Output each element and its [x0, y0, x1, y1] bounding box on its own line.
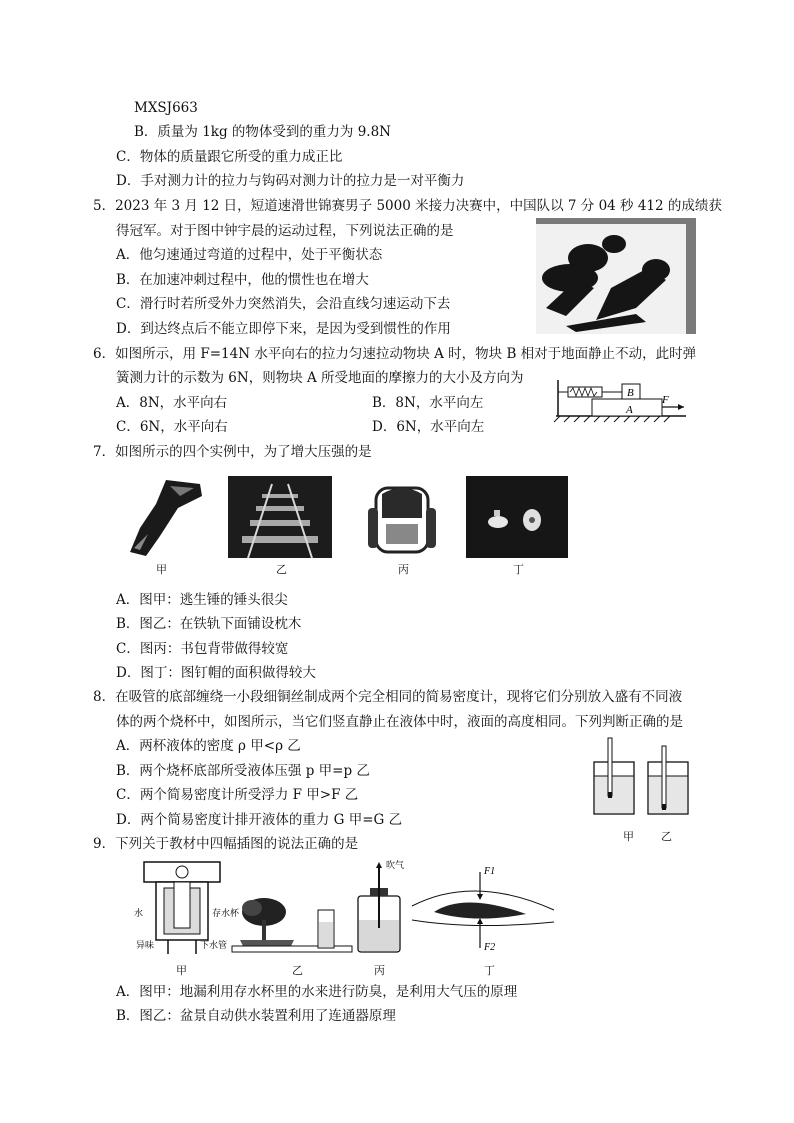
q5-option-a[interactable]: A．他匀速通过弯道的过程中，处于平衡状态	[116, 247, 383, 263]
header-code: MXSJ663	[134, 100, 198, 116]
q9-label-water: 水	[134, 909, 144, 919]
q9-caption-yi: 乙	[292, 964, 303, 977]
q8-caption-yi: 乙	[661, 830, 672, 843]
q5-option-b[interactable]: B．在加速冲刺过程中，他的惯性也在增大	[116, 272, 369, 288]
q9-caption-bing: 丙	[374, 964, 385, 977]
q7-option-a[interactable]: A．图甲：逃生锤的锤头很尖	[116, 592, 288, 608]
q9-label-pipe: 下水管	[200, 941, 228, 951]
q4-option-b[interactable]: B．质量为 1kg 的物体受到的重力为 9.8N	[134, 124, 391, 140]
q7-caption-yi: 乙	[276, 563, 287, 576]
q4-option-c[interactable]: C．物体的质量跟它所受的重力成正比	[116, 149, 343, 165]
q9-fig-floor-drain	[134, 862, 240, 954]
q7-backpack-image	[364, 478, 440, 558]
q6-stem-line1: 6．如图所示，用 F=14N 水平向右的拉力匀速拉动物块 A 时，物块 B 相对于地面静止不动，此时弹	[93, 346, 697, 362]
q7-caption-jia: 甲	[156, 563, 167, 576]
q9-caption-ding: 丁	[484, 964, 495, 977]
q9-label-f2: F2	[484, 942, 496, 953]
q5-option-d[interactable]: D．到达终点后不能立即停下来，是因为受到惯性的作用	[116, 321, 451, 337]
q7-railway-image	[228, 476, 332, 558]
q9-label-smell: 异味	[136, 941, 155, 951]
q5-option-c[interactable]: C．滑行时若所受外力突然消失，会沿直线匀速运动下去	[116, 296, 451, 312]
q5-skater-photo	[536, 218, 696, 334]
q6-option-c[interactable]: C．6N，水平向右	[116, 419, 228, 435]
q9-option-a[interactable]: A．图甲：地漏利用存水杯里的水来进行防臭，是利用大气压的原理	[116, 984, 518, 1000]
q7-pushpin-image	[466, 476, 568, 558]
q8-beakers-diagram	[584, 734, 694, 826]
q6-option-a[interactable]: A．8N，水平向右	[116, 395, 228, 411]
q9-label-cup: 存水杯	[212, 909, 240, 919]
q5-stem-line1: 5．2023 年 3 月 12 日，短道速滑世锦赛男子 5000 米接力决赛中，中国队以 7 分 04 秒 412 的成绩获	[93, 198, 722, 214]
q8-option-d[interactable]: D．两个简易密度计排开液体的重力 G 甲=G 乙	[116, 812, 403, 828]
q4-option-d[interactable]: D．手对测力计的拉力与钩码对测力计的拉力是一对平衡力	[116, 173, 465, 189]
q6-label-a: A	[626, 404, 633, 416]
q9-fig-bonsai	[232, 898, 352, 952]
q8-option-b[interactable]: B．两个烧杯底部所受液体压强 p 甲=p 乙	[116, 763, 370, 779]
q7-caption-ding: 丁	[513, 563, 524, 576]
q7-option-d[interactable]: D．图丁：图钉帽的面积做得较大	[116, 665, 316, 681]
q8-option-c[interactable]: C．两个简易密度计所受浮力 F 甲>F 乙	[116, 787, 359, 803]
q7-hammer-image	[118, 474, 210, 558]
q6-label-b: B	[627, 387, 634, 399]
q9-label-blow: 吹气	[386, 861, 405, 871]
q8-option-a[interactable]: A．两杯液体的密度 ρ 甲<ρ 乙	[116, 738, 301, 754]
q9-fig-bottle	[358, 859, 404, 952]
q6-option-d[interactable]: D．6N，水平向左	[372, 419, 485, 435]
q8-stem-line2: 体的两个烧杯中，如图所示，当它们竖直静止在液体中时，液面的高度相同。下列判断正确的是	[116, 714, 683, 730]
q8-stem-line1: 8．在吸管的底部缠绕一小段细铜丝制成两个完全相同的简易密度计，现将它们分别放入盛有不同液	[93, 689, 683, 705]
q6-option-b[interactable]: B．8N，水平向左	[372, 395, 484, 411]
q6-spring-scale-diagram	[546, 372, 692, 424]
q5-stem-line2: 得冠军。对于图中钟宇晨的运动过程，下列说法正确的是	[116, 223, 454, 239]
q7-option-c[interactable]: C．图丙：书包背带做得较宽	[116, 641, 289, 657]
q9-fig-airfoil	[412, 866, 554, 953]
q9-illustrations	[134, 858, 566, 960]
q9-label-f1: F1	[484, 866, 496, 877]
q9-caption-jia: 甲	[176, 964, 187, 977]
q7-caption-bing: 丙	[398, 563, 409, 576]
q8-caption-jia: 甲	[623, 830, 634, 843]
q6-label-f: F	[662, 394, 669, 406]
q7-stem: 7．如图所示的四个实例中，为了增大压强的是	[93, 444, 372, 460]
q9-stem: 9．下列关于教材中四幅插图的说法正确的是	[93, 836, 359, 852]
q9-option-b[interactable]: B．图乙：盆景自动供水装置利用了连通器原理	[116, 1008, 396, 1024]
q7-option-b[interactable]: B．图乙：在铁轨下面铺设枕木	[116, 616, 302, 632]
q6-stem-line2: 簧测力计的示数为 6N，则物块 A 所受地面的摩擦力的大小及方向为	[116, 370, 524, 386]
